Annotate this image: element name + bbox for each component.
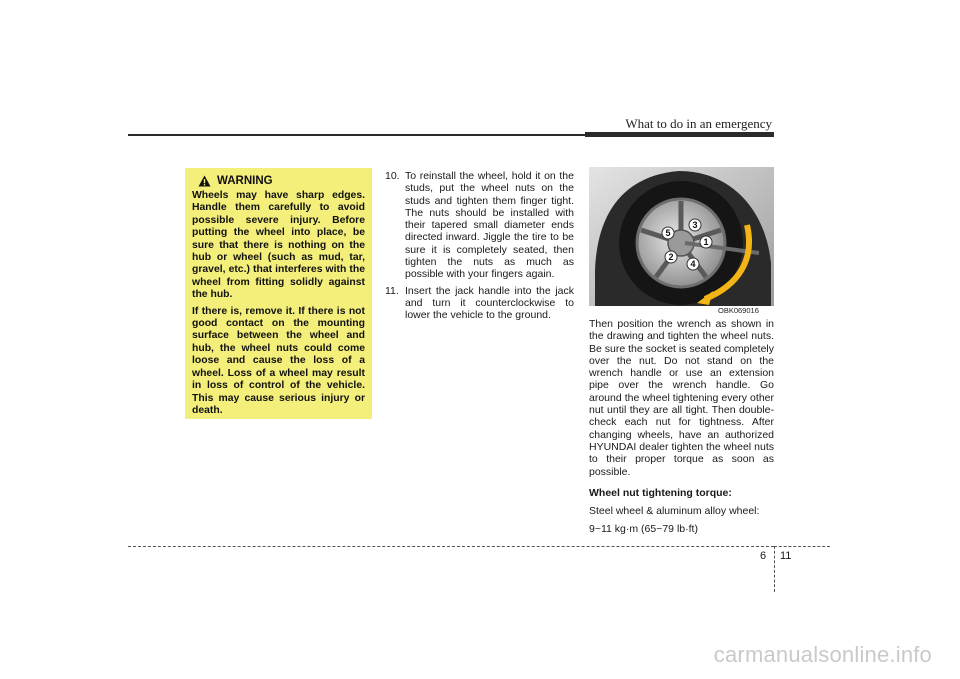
nut-label [689,219,701,231]
wrench-instructions: Then position the wrench as shown in the drawing and tighten the wheel nuts. Be sure the socket is seated completely over the nut. Do not stand on the wrench handle or use an extension pipe over the wrench handle. Go around the wheel tightening every other nut until they are all tight. Then double-check each nut for tightness. After changing wheels, have an authorized HYUNDAI dealer tighten the wheel nuts to their proper torque as soon as possible. [589,318,775,478]
svg-text:3: 3 [692,220,698,230]
instruction-steps [385,170,574,326]
nut-label [665,251,677,263]
warning-paragraph: Wheels may have sharp edges. Handle them carefully to avoid possible severe injury. Before putting the wheel into place, be sure that there is nothing on the hub or wheel (such as mud, tar, gravel, etc.) that interferes with the wheel from fitting solidly against the hub. [192,190,365,301]
step-number: 11. [385,284,399,297]
wheel-illustration [589,167,774,306]
footer-rule [128,546,774,547]
footer-rule-right [774,546,830,547]
figure-code: OBK069016 [718,306,759,315]
step-text: Insert the jack handle into the jack and turn it counterclockwise to lower the vehicle to the ground. [405,284,574,322]
svg-text:5: 5 [665,228,671,238]
torque-value: 9~11 kg·m (65~79 lb·ft) [589,523,698,536]
svg-text:2: 2 [668,252,674,262]
nut-label [662,227,674,239]
warning-triangle-icon [198,175,211,187]
nut-label [687,258,699,270]
step-number: 10. [385,170,400,182]
torque-applies-to: Steel wheel & aluminum alloy wheel: [589,505,760,518]
chapter-number: 6 [760,550,767,562]
wheel-drawing [589,167,774,306]
warning-box [185,168,372,419]
section-title: What to do in an emergency [625,116,772,131]
svg-text:4: 4 [690,259,696,269]
right-column [589,318,774,542]
step-item [385,170,574,281]
header-rule-accent [585,132,774,137]
warning-heading [198,175,365,187]
step-item [385,285,574,322]
nut-label [700,236,712,248]
step-text: To reinstall the wheel, hold it on the studs, put the wheel nuts on the studs and tighten them finger tight. The nuts should be installed with their tapered small diameter ends directed inward. Jiggle the tire to be sure it is completely seated, then tighten the nuts as much as possible with your fingers again. [405,170,574,281]
warning-title: WARNING [217,175,273,187]
torque-label: Wheel nut tightening torque: [589,486,732,499]
svg-text:1: 1 [703,237,709,247]
watermark: carmanualsonline.info [713,642,932,667]
page-number: 11 [780,550,792,562]
footer-divider [774,546,775,592]
warning-paragraph: If there is, remove it. If there is not good contact on the mounting surface between the wheel and hub, the wheel nuts could come loose and cause the loss of a wheel. Loss of a wheel may result in loss of control of the vehicle. This may cause serious injury or death. [192,305,365,416]
